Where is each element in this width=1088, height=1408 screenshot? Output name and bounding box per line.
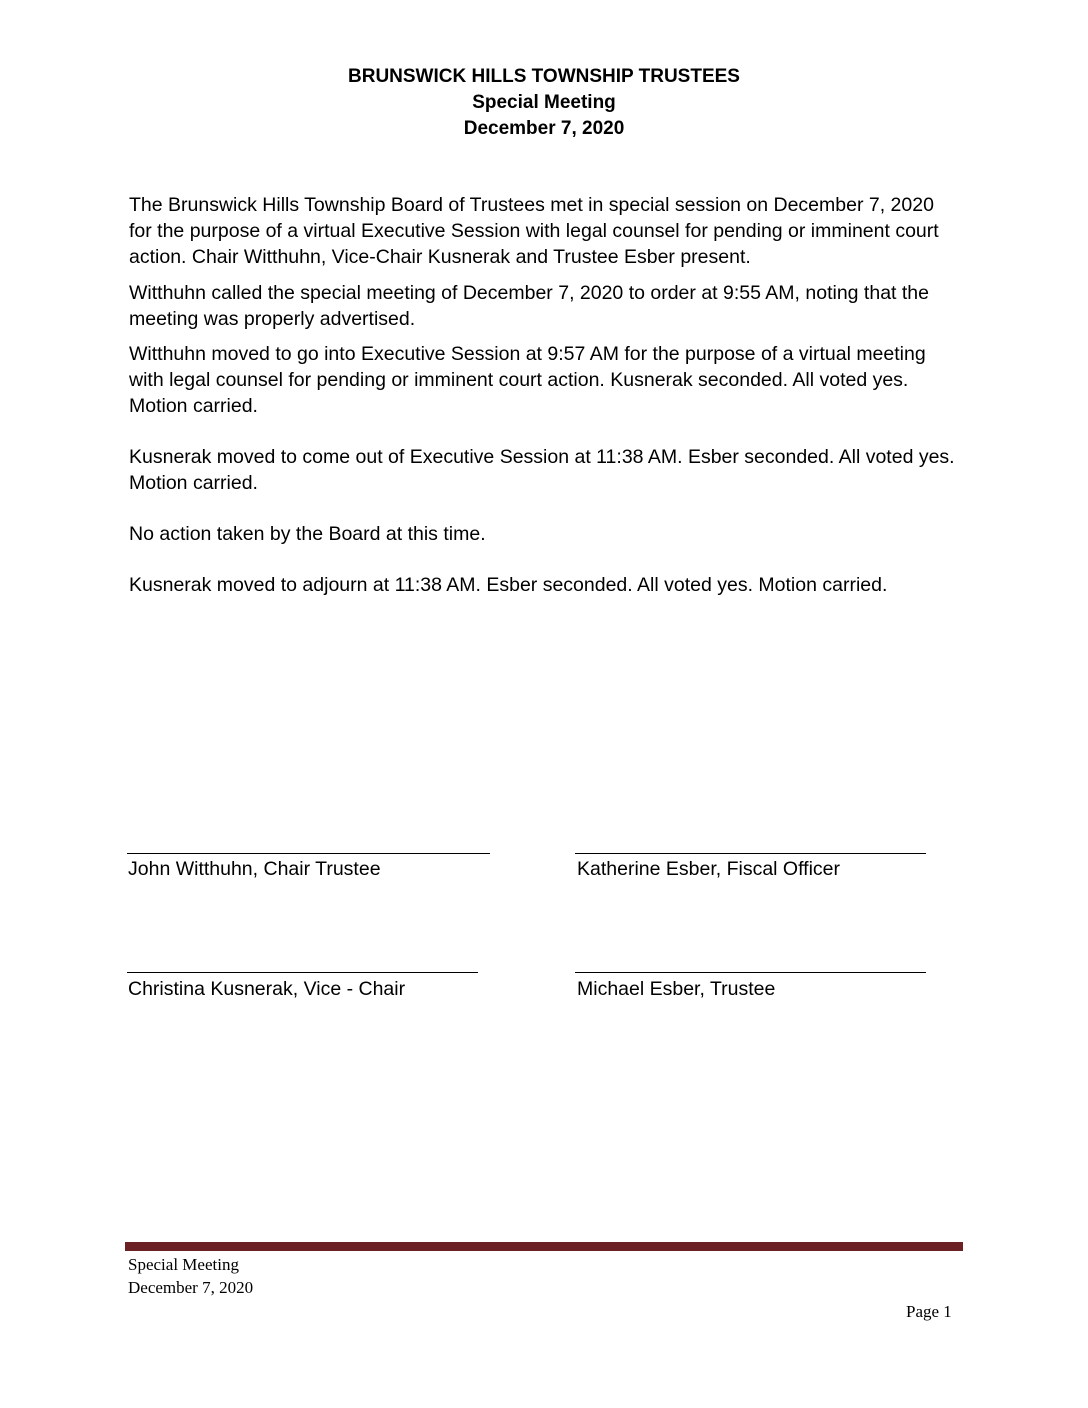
page-number: Page 1 bbox=[906, 1302, 952, 1321]
meeting-type: Special Meeting bbox=[472, 92, 616, 113]
paragraph-no-action: No action taken by the Board at this time. bbox=[129, 523, 486, 545]
signature-line-fiscal-officer bbox=[575, 853, 926, 854]
footer-title: Special Meeting bbox=[128, 1255, 239, 1274]
document-header bbox=[0, 64, 1088, 142]
signature-label-chair: John Witthuhn, Chair Trustee bbox=[128, 858, 381, 880]
paragraph-session-intro: The Brunswick Hills Township Board of Trustees met in special session on December 7, 2020 for the purpose of a virtual Executive Session with legal counsel for pending or imminent court action. Chair Witthuhn, Vice-Chair Kusnerak and Trustee Esber present. bbox=[129, 194, 939, 268]
signature-line-chair bbox=[127, 853, 490, 854]
paragraph-executive-session-motion: Witthuhn moved to go into Executive Session at 9:57 AM for the purpose of a virtual meeting with legal counsel for pending or imminent court action. Kusnerak seconded. All voted yes. Motion carried. bbox=[129, 343, 926, 417]
meeting-date: December 7, 2020 bbox=[463, 118, 625, 139]
paragraph-call-to-order: Witthuhn called the special meeting of December 7, 2020 to order at 9:55 AM, noting that the meeting was properly advertised. bbox=[129, 282, 929, 330]
signature-label-fiscal-officer: Katherine Esber, Fiscal Officer bbox=[577, 858, 841, 880]
signature-line-trustee bbox=[575, 972, 926, 973]
footer-divider bbox=[125, 1242, 963, 1251]
signature-line-vice-chair bbox=[127, 972, 478, 973]
signature-label-trustee: Michael Esber, Trustee bbox=[577, 978, 776, 1000]
organization-title: BRUNSWICK HILLS TOWNSHIP TRUSTEES bbox=[348, 66, 740, 87]
signature-label-vice-chair: Christina Kusnerak, Vice - Chair bbox=[128, 978, 406, 1000]
paragraph-adjourn-motion: Kusnerak moved to adjourn at 11:38 AM. Esber seconded. All voted yes. Motion carried. bbox=[129, 574, 888, 596]
paragraph-exit-session-motion: Kusnerak moved to come out of Executive Session at 11:38 AM. Esber seconded. All voted yes. Motion carried. bbox=[129, 446, 955, 494]
footer-date: December 7, 2020 bbox=[128, 1278, 254, 1297]
